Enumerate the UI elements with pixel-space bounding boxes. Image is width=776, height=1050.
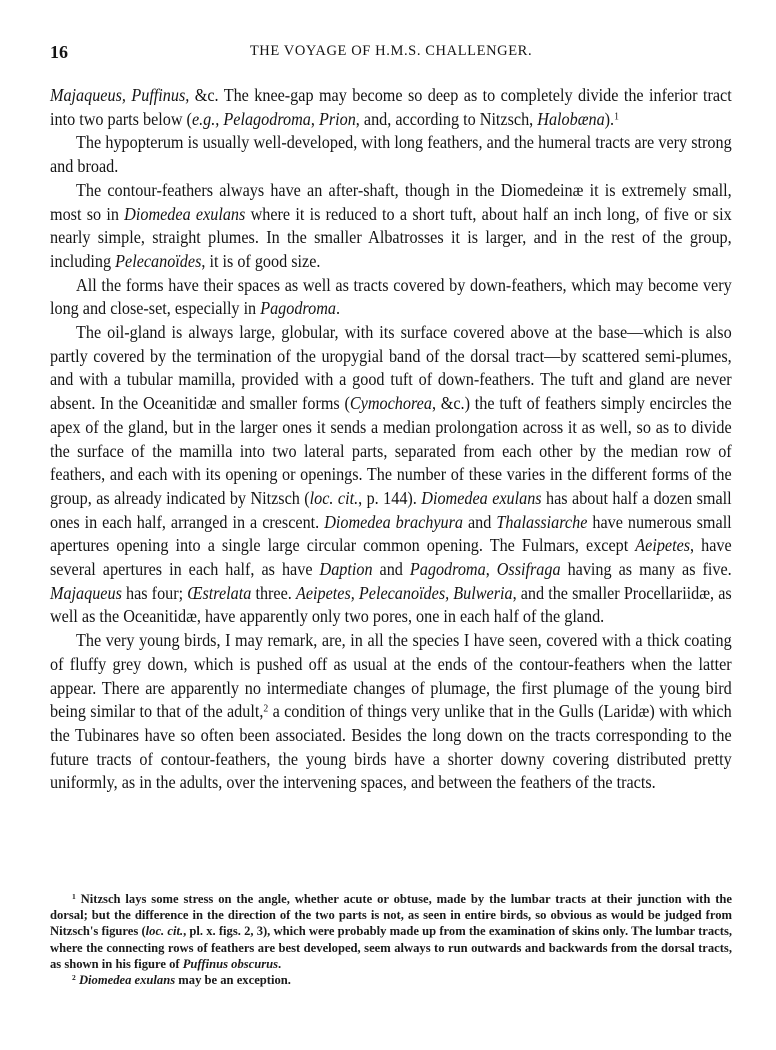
- paragraph: [50, 274, 732, 321]
- italic-term: Œstrelata: [187, 582, 252, 603]
- text-run: , and, according to Nitzsch,: [355, 108, 538, 129]
- italic-term: Pagodroma: [409, 559, 486, 580]
- italic-term: Diomedea exulans: [78, 973, 176, 988]
- text-run: The contour-feathers always have an after-shaft, though in the Diomedeinæ it is extremely small, most so in: [50, 179, 732, 224]
- italic-term: Diomedea exulans: [421, 487, 542, 508]
- text-run: , have several apertures in each half, as have: [50, 535, 732, 580]
- italic-term: Puffinus obscurus: [182, 956, 279, 971]
- footnote: [50, 972, 732, 988]
- italic-term: Pelagodroma: [223, 108, 311, 129]
- italic-term: Diomedea brachyura: [324, 511, 464, 532]
- footnote: [50, 891, 732, 972]
- paragraph: [50, 179, 732, 274]
- text-run: a condition of things very unlike that in the Gulls (Laridæ) with which the Tubinares have so often been associated. Besides the long down on the tracts corresponding to the future tracts of contour-feathers, the young birds have a shorter downy covering distributed pretty uniformly, as in the adults, over the intervening spaces, and between the feathers of the tracts.: [50, 701, 732, 793]
- text-run: may be an exception.: [175, 973, 291, 988]
- italic-term: Cymochorea: [349, 393, 432, 414]
- text-run: where it is reduced to a short tuft, about half an inch long, of five or six nearly simple, straight plumes. In the smaller Albatrosses it is larger, and in the rest of the group, including: [50, 203, 732, 271]
- italic-term: Ossifraga: [496, 559, 561, 580]
- text-run: The oil-gland is always large, globular, with its surface covered above at the base—which is also partly covered by the termination of the uropygial band of the dorsal tract—by scattered semi-plumes, and with a tubular mamilla, provided with a good tuft of down-feathers. The tuft and gland are never absent. In the Oceanitidæ and smaller forms (: [50, 322, 732, 414]
- text-run: &c. The knee-gap may become so deep as to completely divide the inferior tract into two parts below (: [50, 85, 732, 129]
- italic-term: Thalassiarche: [496, 511, 588, 532]
- text-run: and: [372, 559, 410, 580]
- italic-term: Majaqueus, Puffinus,: [50, 85, 190, 105]
- paragraph: [50, 131, 732, 178]
- page-number: 16: [50, 42, 68, 62]
- text-run: and: [463, 511, 497, 532]
- text-run: , p. 144).: [358, 487, 422, 508]
- footnote-marker: 1: [72, 891, 76, 901]
- paragraph: [50, 84, 732, 131]
- italic-term: Majaqueus: [50, 582, 122, 603]
- text-run: .: [278, 956, 282, 971]
- text-run: All the forms have their spaces as well as tracts covered by down-feathers, which may become very long and close-set, especially in: [50, 274, 732, 319]
- text-run: The hypopterum is usually well-developed, with long feathers, and the humeral tracts are very strong and broad.: [50, 132, 732, 177]
- italic-term: e.g.,: [191, 108, 220, 129]
- text-run: have numerous small apertures opening into a single large circular common opening. The Fulmars, except: [50, 511, 732, 556]
- text-run: The very young birds, I may remark, are, in all the species I have seen, covered with a thick coating of fluffy grey down, which is pushed off as usual at the ends of the contour-feathers when the latter appear. There are apparently no intermediate changes of plumage, the first plumage of the young bird being similar to that of the adult,: [50, 630, 732, 722]
- italic-term: Daption: [319, 559, 373, 580]
- footnote-reference[interactable]: 2: [263, 703, 269, 715]
- text-run: ,: [485, 559, 497, 580]
- text-run: , and the smaller Procellariidæ, as well as the Oceanitidæ, have apparently only two pores, one in each half of the gland.: [50, 582, 732, 627]
- text-run: .: [335, 298, 341, 319]
- text-run: having as many as five.: [560, 559, 732, 580]
- italic-term: Prion: [318, 108, 356, 129]
- running-head: [50, 42, 732, 62]
- body-text: [50, 84, 732, 795]
- text-run: ).: [604, 108, 615, 129]
- text-run: ,: [310, 108, 319, 129]
- paragraph: [50, 321, 732, 629]
- italic-term: Pagodroma: [260, 298, 336, 319]
- running-title: THE VOYAGE OF H.M.S. CHALLENGER.: [249, 43, 533, 59]
- footnote-marker: 2: [72, 972, 76, 982]
- italic-term: Aeipetes, Pelecanoïdes, Bulweria: [295, 582, 513, 603]
- text-run: , pl. x. figs. 2, 3), which were probably made up from the examination of skins only. The lumbar tracts, where the connecting rows of feathers are best developed, seem always to run outwards and backwards from the dorsal tracts, as shown in his figure of: [50, 924, 732, 971]
- footnotes: [50, 891, 732, 988]
- text-run: , it is of good size.: [201, 250, 321, 271]
- italic-term: loc. cit.: [309, 487, 359, 508]
- text-run: has four;: [121, 582, 188, 603]
- italic-term: Pelecanoïdes: [115, 250, 202, 271]
- text-run: three.: [251, 582, 296, 603]
- italic-term: Aeipetes: [635, 535, 691, 556]
- italic-term: loc. cit.: [145, 924, 184, 939]
- footnote-reference[interactable]: 1: [614, 110, 619, 122]
- text-run: , &c.) the tuft of feathers simply encircles the apex of the gland, but in the larger ones it sends a median prolongation across it as well, so as to divide the surface of the mamilla into two lateral parts, separated from each other by the median row of feathers, and each with its opening or openings. The number of these varies in the different forms of the group, as already indicated by Nitzsch (: [50, 393, 732, 508]
- text-run: Nitzsch lays some stress on the angle, whether acute or obtuse, made by the lumbar tracts at their junction with the dorsal; but the difference in the direction of the two parts is not, as seen in entire birds, so obvious as would be judged from Nitzsch's figures (: [50, 892, 732, 939]
- text-run: has about half a dozen small ones in each half, arranged in a crescent.: [50, 487, 732, 532]
- italic-term: Diomedea exulans: [124, 203, 246, 224]
- paragraph: [50, 629, 732, 795]
- italic-term: Halobæna: [537, 108, 605, 129]
